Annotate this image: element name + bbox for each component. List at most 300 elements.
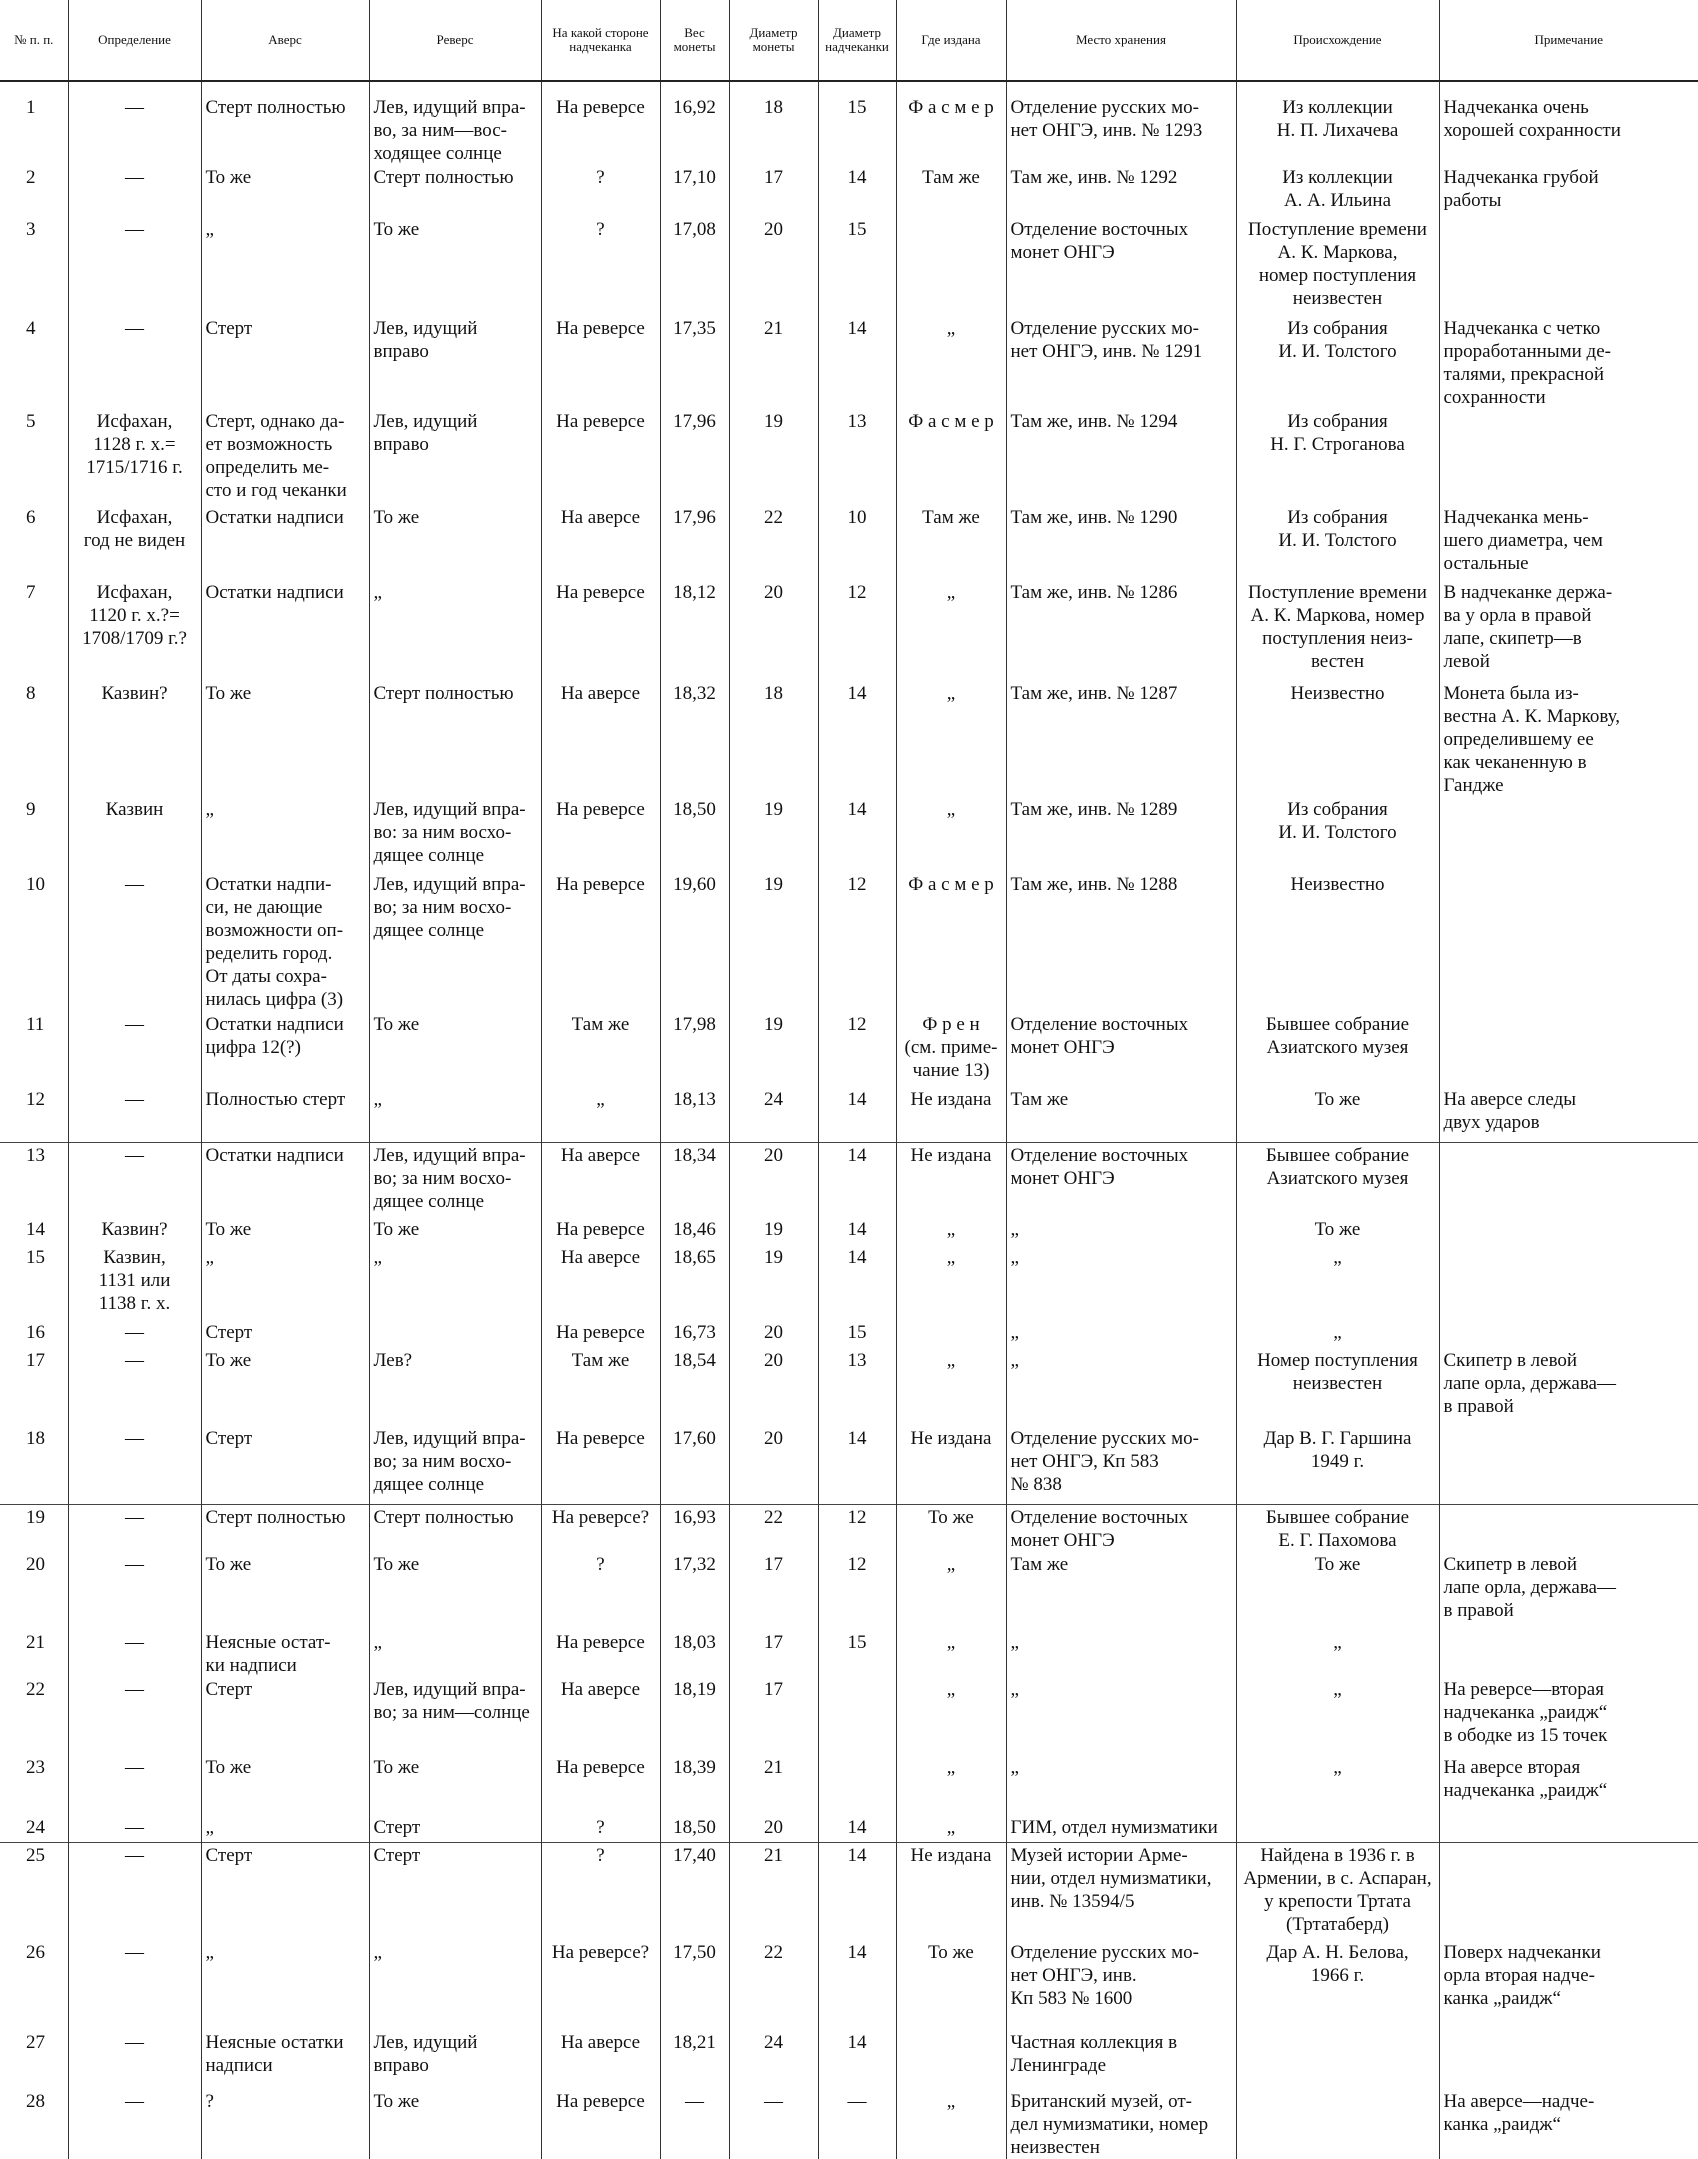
cell-notes	[1439, 1843, 1698, 1940]
cell-published: „	[896, 1348, 1006, 1426]
table-row	[0, 1426, 1698, 1504]
cell-notes: В надчеканке держа- ва у орла в правой лапе, скипетр—в левой	[1439, 580, 1698, 681]
column-header-provenance: Происхождение	[1236, 0, 1439, 81]
column-header-reverse: Реверс	[369, 0, 541, 81]
cell-published: Ф р е н (см. приме- чание 13)	[896, 1012, 1006, 1087]
cell-countermark-diameter: 15	[818, 1630, 896, 1677]
cell-reverse: То же	[369, 505, 541, 580]
cell-provenance: Из собрания Н. Г. Строганова	[1236, 409, 1439, 505]
cell-notes	[1439, 1142, 1698, 1217]
cell-obverse: Неясные остат- ки надписи	[201, 1630, 369, 1677]
cell-countermark-side: На аверсе	[541, 681, 660, 797]
cell-definition: —	[68, 1426, 201, 1504]
cell-countermark-side: На аверсе	[541, 2030, 660, 2089]
cell-storage: „	[1006, 1755, 1236, 1815]
cell-published	[896, 2030, 1006, 2089]
cell-definition: —	[68, 165, 201, 217]
cell-coin-diameter: 20	[729, 580, 818, 681]
cell-num: 2	[26, 167, 36, 188]
cell-obverse: То же	[201, 681, 369, 797]
cell-definition: —	[68, 1630, 201, 1677]
cell-coin-diameter: 18	[729, 681, 818, 797]
cell-reverse	[369, 1320, 541, 1348]
cell-countermark-side: Там же	[541, 1012, 660, 1087]
table-row	[0, 1552, 1698, 1630]
cell-countermark-diameter: 14	[818, 1426, 896, 1504]
cell-num: 4	[26, 318, 36, 339]
cell-coin-diameter: 20	[729, 1426, 818, 1504]
cell-countermark-diameter: 14	[818, 2030, 896, 2089]
cell-provenance: То же	[1236, 1217, 1439, 1245]
cell-reverse: „	[369, 1087, 541, 1142]
cell-num: 16	[26, 1322, 45, 1343]
cell-coin-diameter: 22	[729, 505, 818, 580]
table-row	[0, 1843, 1698, 1940]
cell-obverse: Стерт, однако да- ет возможность определить ме- сто и год чеканки	[201, 409, 369, 505]
cell-num: 25	[0, 1843, 68, 1940]
cell-notes	[1439, 1630, 1698, 1677]
cell-definition: —	[68, 2030, 201, 2089]
cell-storage: Отделение русских мо- нет ОНГЭ, Кп 583 № 838	[1006, 1426, 1236, 1504]
cell-provenance: Бывшее собрание Е. Г. Пахомова	[1236, 1504, 1439, 1552]
cell-notes	[1439, 1245, 1698, 1320]
cell-reverse: Стерт полностью	[369, 165, 541, 217]
cell-published: То же	[896, 1504, 1006, 1552]
column-header-storage: Место хранения	[1006, 0, 1236, 81]
cell-storage: Там же	[1006, 1552, 1236, 1630]
cell-countermark-diameter: 14	[818, 1217, 896, 1245]
column-header-countermark-diameter: Диаметр надчеканки	[818, 0, 896, 81]
cell-countermark-side: „	[541, 1087, 660, 1142]
cell-countermark-side: На реверсе	[541, 1630, 660, 1677]
cell-published: „	[896, 1815, 1006, 1843]
cell-definition: —	[68, 316, 201, 409]
cell-countermark-diameter: 14	[818, 681, 896, 797]
cell-coin-diameter: 19	[729, 797, 818, 872]
cell-countermark-diameter: 14	[818, 1245, 896, 1320]
cell-coin-diameter: 24	[729, 2030, 818, 2089]
cell-countermark-side: Там же	[541, 1348, 660, 1426]
table-row	[0, 1630, 1698, 1677]
cell-reverse: То же	[369, 1012, 541, 1087]
cell-definition: —	[68, 1843, 201, 1940]
cell-definition: Казвин?	[68, 681, 201, 797]
cell-countermark-side: На реверсе	[541, 1217, 660, 1245]
cell-weight: 18,13	[660, 1087, 729, 1142]
table-row	[0, 217, 1698, 316]
cell-num: 5	[26, 411, 36, 432]
cell-storage: Отделение восточных монет ОНГЭ	[1006, 217, 1236, 316]
cell-provenance: Номер поступления неизвестен	[1236, 1348, 1439, 1426]
column-header-coin-diameter: Диаметр монеты	[729, 0, 818, 81]
cell-countermark-side: На аверсе	[541, 505, 660, 580]
cell-provenance	[1236, 2089, 1439, 2159]
cell-countermark-diameter: 14	[818, 797, 896, 872]
cell-countermark-diameter: 14	[818, 1142, 896, 1217]
cell-provenance: Неизвестно	[1236, 681, 1439, 797]
cell-weight: 18,12	[660, 580, 729, 681]
cell-obverse: Остатки надписи	[201, 505, 369, 580]
table-row	[0, 1677, 1698, 1755]
cell-definition: Исфахан, год не виден	[68, 505, 201, 580]
table-row	[0, 316, 1698, 409]
cell-definition: Казвин	[68, 797, 201, 872]
cell-storage: Отделение восточных монет ОНГЭ	[1006, 1012, 1236, 1087]
cell-obverse: „	[201, 1940, 369, 2030]
cell-storage: Отделение восточных монет ОНГЭ	[1006, 1504, 1236, 1552]
cell-storage: Там же, инв. № 1286	[1006, 580, 1236, 681]
cell-coin-diameter: 24	[729, 1087, 818, 1142]
cell-obverse: То же	[201, 1348, 369, 1426]
cell-reverse: „	[369, 580, 541, 681]
cell-published: „	[896, 797, 1006, 872]
cell-weight: 17,32	[660, 1552, 729, 1630]
cell-definition: —	[68, 1012, 201, 1087]
cell-storage: Там же	[1006, 1087, 1236, 1142]
cell-notes: На реверсе—вторая надчеканка „раидж“ в ободке из 15 точек	[1439, 1677, 1698, 1755]
cell-countermark-diameter: 12	[818, 1012, 896, 1087]
table-row	[0, 1245, 1698, 1320]
cell-obverse: Стерт	[201, 316, 369, 409]
cell-weight: 18,54	[660, 1348, 729, 1426]
cell-num: 3	[26, 219, 36, 240]
cell-obverse: „	[201, 797, 369, 872]
cell-definition: —	[68, 1677, 201, 1755]
cell-num: 6	[26, 507, 36, 528]
cell-coin-diameter: 19	[729, 1217, 818, 1245]
cell-notes: Скипетр в левой лапе орла, держава— в правой	[1439, 1348, 1698, 1426]
cell-definition: —	[68, 2089, 201, 2159]
cell-obverse: „	[201, 1815, 369, 1843]
cell-published: „	[896, 1755, 1006, 1815]
cell-reverse: Стерт	[369, 1843, 541, 1940]
cell-obverse: Остатки надпи- си, не дающие возможности оп- ределить город. От даты сохра- нилась цифра (3)	[201, 872, 369, 1012]
table-row	[0, 1504, 1698, 1552]
cell-provenance: „	[1236, 1755, 1439, 1815]
table-header-row	[0, 0, 1698, 81]
cell-coin-diameter: 17	[729, 1630, 818, 1677]
cell-obverse: Стерт	[201, 1843, 369, 1940]
column-header-definition: Определение	[68, 0, 201, 81]
cell-notes: Монета была из- вестна А. К. Маркову, определившему ее как чеканенную в Гандже	[1439, 681, 1698, 797]
cell-num: 19	[0, 1504, 68, 1552]
cell-obverse: Стерт	[201, 1677, 369, 1755]
cell-notes	[1439, 872, 1698, 1012]
cell-published: То же	[896, 1940, 1006, 2030]
cell-notes	[1439, 1320, 1698, 1348]
cell-reverse: Лев?	[369, 1348, 541, 1426]
cell-countermark-side: На реверсе	[541, 1426, 660, 1504]
cell-published: „	[896, 1245, 1006, 1320]
cell-weight: 18,65	[660, 1245, 729, 1320]
cell-notes	[1439, 797, 1698, 872]
cell-storage: „	[1006, 1630, 1236, 1677]
cell-definition: —	[68, 1552, 201, 1630]
cell-notes	[1439, 217, 1698, 316]
cell-countermark-side: На реверсе	[541, 409, 660, 505]
cell-provenance: „	[1236, 1677, 1439, 1755]
cell-reverse: Лев, идущий впра- во; за ним восхо- дящее солнце	[369, 1142, 541, 1217]
cell-provenance	[1236, 2030, 1439, 2089]
cell-obverse: Стерт	[201, 1426, 369, 1504]
cell-countermark-side: ?	[541, 165, 660, 217]
cell-provenance: Из коллекции Н. П. Лихачева	[1236, 81, 1439, 165]
cell-weight: 18,50	[660, 1815, 729, 1843]
cell-published: Ф а с м е р	[896, 409, 1006, 505]
cell-coin-diameter: 21	[729, 1755, 818, 1815]
cell-coin-diameter: 19	[729, 872, 818, 1012]
cell-definition: —	[68, 1504, 201, 1552]
cell-reverse: То же	[369, 1552, 541, 1630]
cell-reverse: Лев, идущий впра- во: за ним восхо- дящее солнце	[369, 797, 541, 872]
table-row	[0, 1348, 1698, 1426]
table-row	[0, 1940, 1698, 2030]
cell-countermark-side: На реверсе	[541, 797, 660, 872]
cell-num: 27	[26, 2031, 45, 2053]
cell-definition: Исфахан, 1120 г. х.?= 1708/1709 г.?	[68, 580, 201, 681]
cell-storage: Отделение восточных монет ОНГЭ	[1006, 1142, 1236, 1217]
cell-reverse: „	[369, 1630, 541, 1677]
cell-countermark-side: На аверсе	[541, 1677, 660, 1755]
column-header-notes: Примечание	[1439, 0, 1698, 81]
cell-coin-diameter: 20	[729, 217, 818, 316]
cell-num: 1	[26, 97, 36, 118]
cell-coin-diameter: 22	[729, 1504, 818, 1552]
table-row	[0, 2089, 1698, 2159]
cell-weight: 17,96	[660, 505, 729, 580]
cell-definition: —	[68, 1320, 201, 1348]
cell-notes: На аверсе вторая надчеканка „раидж“	[1439, 1755, 1698, 1815]
cell-countermark-diameter	[818, 1755, 896, 1815]
cell-countermark-diameter: 12	[818, 1552, 896, 1630]
cell-reverse: Лев, идущий впра- во; за ним восхо- дящее солнце	[369, 872, 541, 1012]
cell-published: Ф а с м е р	[896, 872, 1006, 1012]
cell-countermark-side: На реверсе	[541, 1320, 660, 1348]
cell-published: Не издана	[896, 1426, 1006, 1504]
cell-definition: —	[68, 217, 201, 316]
cell-weight: 18,46	[660, 1217, 729, 1245]
cell-obverse: То же	[201, 165, 369, 217]
cell-definition: —	[68, 872, 201, 1012]
cell-provenance: Поступление времени А. К. Маркова, номер поступления неизвестен	[1236, 217, 1439, 316]
cell-weight: 18,34	[660, 1142, 729, 1217]
cell-countermark-side: На реверсе?	[541, 1940, 660, 2030]
cell-countermark-diameter: 14	[818, 1815, 896, 1843]
cell-reverse: „	[369, 1245, 541, 1320]
cell-obverse: То же	[201, 1217, 369, 1245]
cell-provenance: То же	[1236, 1087, 1439, 1142]
cell-num: 17	[26, 1350, 45, 1371]
cell-reverse: Лев, идущий вправо	[369, 316, 541, 409]
table-row	[0, 1012, 1698, 1087]
cell-countermark-side: ?	[541, 1843, 660, 1940]
cell-num: 23	[26, 1756, 45, 1778]
cell-storage: Там же, инв. № 1294	[1006, 409, 1236, 505]
cell-countermark-side: На реверсе	[541, 1755, 660, 1815]
cell-weight: 17,50	[660, 1940, 729, 2030]
cell-storage: Британский музей, от- дел нумизматики, номер неизвестен	[1006, 2089, 1236, 2159]
cell-provenance: Из собрания И. И. Толстого	[1236, 505, 1439, 580]
cell-notes: Надчеканка очень хорошей сохранности	[1439, 81, 1698, 165]
cell-countermark-diameter: 14	[818, 1940, 896, 2030]
cell-published: „	[896, 580, 1006, 681]
cell-num: 9	[26, 799, 36, 820]
cell-num: 15	[26, 1247, 45, 1268]
cell-reverse: То же	[369, 2089, 541, 2159]
cell-countermark-diameter: 15	[818, 81, 896, 165]
table-row	[0, 81, 1698, 165]
cell-coin-diameter: 19	[729, 1012, 818, 1087]
column-header-countermark-side: На какой стороне надчеканка	[541, 0, 660, 81]
cell-coin-diameter: 20	[729, 1815, 818, 1843]
cell-coin-diameter: 17	[729, 1677, 818, 1755]
cell-published: „	[896, 1677, 1006, 1755]
cell-storage: Там же, инв. № 1288	[1006, 872, 1236, 1012]
cell-reverse: Лев, идущий вправо	[369, 2030, 541, 2089]
cell-storage: Частная коллекция в Ленинграде	[1006, 2030, 1236, 2089]
cell-reverse: То же	[369, 1755, 541, 1815]
cell-coin-diameter: 18	[729, 81, 818, 165]
cell-published: „	[896, 1630, 1006, 1677]
cell-reverse: Стерт	[369, 1815, 541, 1843]
cell-weight: 17,60	[660, 1426, 729, 1504]
cell-num: 13	[0, 1142, 68, 1217]
cell-storage: Музей истории Арме- нии, отдел нумизматики, инв. № 13594/5	[1006, 1843, 1236, 1940]
cell-countermark-diameter: 12	[818, 872, 896, 1012]
cell-coin-diameter: 20	[729, 1320, 818, 1348]
cell-provenance: То же	[1236, 1552, 1439, 1630]
cell-provenance	[1236, 1815, 1439, 1843]
cell-published: „	[896, 316, 1006, 409]
cell-notes: На аверсе—надче- канка „раидж“	[1439, 2089, 1698, 2159]
cell-weight: 17,40	[660, 1843, 729, 1940]
table-row	[0, 1087, 1698, 1142]
cell-obverse: „	[201, 1245, 369, 1320]
cell-coin-diameter: —	[729, 2089, 818, 2159]
cell-reverse: Стерт полностью	[369, 1504, 541, 1552]
cell-storage: „	[1006, 1217, 1236, 1245]
cell-definition: —	[68, 1087, 201, 1142]
cell-countermark-diameter: 13	[818, 1348, 896, 1426]
cell-provenance: Из коллекции А. А. Ильина	[1236, 165, 1439, 217]
cell-countermark-side: На реверсе	[541, 872, 660, 1012]
cell-definition: —	[68, 1348, 201, 1426]
cell-storage: Там же, инв. № 1290	[1006, 505, 1236, 580]
cell-num: 28	[26, 2090, 45, 2112]
cell-num: 21	[26, 1631, 45, 1653]
cell-coin-diameter: 17	[729, 1552, 818, 1630]
cell-published: Там же	[896, 505, 1006, 580]
cell-countermark-diameter: —	[818, 2089, 896, 2159]
cell-num: 20	[26, 1553, 45, 1575]
column-header-number: № п. п.	[14, 32, 54, 47]
cell-countermark-diameter: 13	[818, 409, 896, 505]
cell-provenance: Дар В. Г. Гаршина 1949 г.	[1236, 1426, 1439, 1504]
cell-notes: Скипетр в левой лапе орла, держава— в правой	[1439, 1552, 1698, 1630]
cell-published	[896, 217, 1006, 316]
cell-weight: 18,32	[660, 681, 729, 797]
cell-obverse: „	[201, 217, 369, 316]
cell-definition: Казвин?	[68, 1217, 201, 1245]
table-row	[0, 505, 1698, 580]
cell-num: 8	[26, 683, 36, 704]
cell-countermark-side: На аверсе	[541, 1142, 660, 1217]
cell-notes: Надчеканка мень- шего диаметра, чем остальные	[1439, 505, 1698, 580]
cell-countermark-diameter	[818, 1677, 896, 1755]
cell-published: „	[896, 1552, 1006, 1630]
cell-reverse: Лев, идущий вправо	[369, 409, 541, 505]
cell-obverse: Стерт полностью	[201, 1504, 369, 1552]
cell-notes	[1439, 1815, 1698, 1843]
cell-countermark-side: ?	[541, 1815, 660, 1843]
cell-published: Не издана	[896, 1087, 1006, 1142]
cell-published: Не издана	[896, 1142, 1006, 1217]
cell-reverse: „	[369, 1940, 541, 2030]
cell-coin-diameter: 20	[729, 1142, 818, 1217]
cell-provenance: Неизвестно	[1236, 872, 1439, 1012]
cell-provenance: „	[1236, 1245, 1439, 1320]
cell-obverse: Полностью стерт	[201, 1087, 369, 1142]
cell-countermark-side: ?	[541, 217, 660, 316]
cell-notes	[1439, 1504, 1698, 1552]
cell-obverse: Остатки надписи цифра 12(?)	[201, 1012, 369, 1087]
cell-storage: Там же, инв. № 1287	[1006, 681, 1236, 797]
cell-definition: —	[68, 1940, 201, 2030]
table-row	[0, 797, 1698, 872]
cell-notes: Надчеканка грубой работы	[1439, 165, 1698, 217]
table-row	[0, 872, 1698, 1012]
cell-provenance: Дар А. Н. Белова, 1966 г.	[1236, 1940, 1439, 2030]
cell-definition: —	[68, 1755, 201, 1815]
cell-weight: 18,03	[660, 1630, 729, 1677]
cell-notes	[1439, 1426, 1698, 1504]
cell-obverse: Стерт полностью	[201, 81, 369, 165]
cell-countermark-diameter: 14	[818, 165, 896, 217]
cell-provenance: Из собрания И. И. Толстого	[1236, 316, 1439, 409]
cell-provenance: Найдена в 1936 г. в Армении, в с. Аспаран, у крепости Тртата (Тртатаберд)	[1236, 1843, 1439, 1940]
cell-countermark-diameter: 10	[818, 505, 896, 580]
cell-countermark-side: На реверсе?	[541, 1504, 660, 1552]
cell-published: „	[896, 1217, 1006, 1245]
cell-countermark-side: ?	[541, 1552, 660, 1630]
cell-published: Там же	[896, 165, 1006, 217]
cell-obverse: ?	[201, 2089, 369, 2159]
table-row	[0, 165, 1698, 217]
cell-num: 11	[26, 1014, 45, 1035]
cell-notes	[1439, 409, 1698, 505]
cell-definition: —	[68, 1142, 201, 1217]
cell-provenance: „	[1236, 1320, 1439, 1348]
cell-num: 12	[26, 1089, 45, 1110]
cell-num: 10	[26, 874, 45, 895]
cell-countermark-diameter: 14	[818, 316, 896, 409]
cell-storage: Там же, инв. № 1292	[1006, 165, 1236, 217]
cell-num: 24	[26, 1816, 45, 1838]
cell-storage: Отделение русских мо- нет ОНГЭ, инв. № 1291	[1006, 316, 1236, 409]
cell-definition: —	[68, 81, 201, 165]
cell-obverse: Стерт	[201, 1320, 369, 1348]
cell-coin-diameter: 19	[729, 1245, 818, 1320]
cell-weight: 16,92	[660, 81, 729, 165]
cell-countermark-side: На аверсе	[541, 1245, 660, 1320]
cell-reverse: То же	[369, 1217, 541, 1245]
cell-notes: Надчеканка с четко проработанными де- талями, прекрасной сохранности	[1439, 316, 1698, 409]
cell-definition: Казвин, 1131 или 1138 г. х.	[68, 1245, 201, 1320]
cell-weight: 19,60	[660, 872, 729, 1012]
cell-provenance: Из собрания И. И. Толстого	[1236, 797, 1439, 872]
cell-coin-diameter: 20	[729, 1348, 818, 1426]
table-row	[0, 1320, 1698, 1348]
